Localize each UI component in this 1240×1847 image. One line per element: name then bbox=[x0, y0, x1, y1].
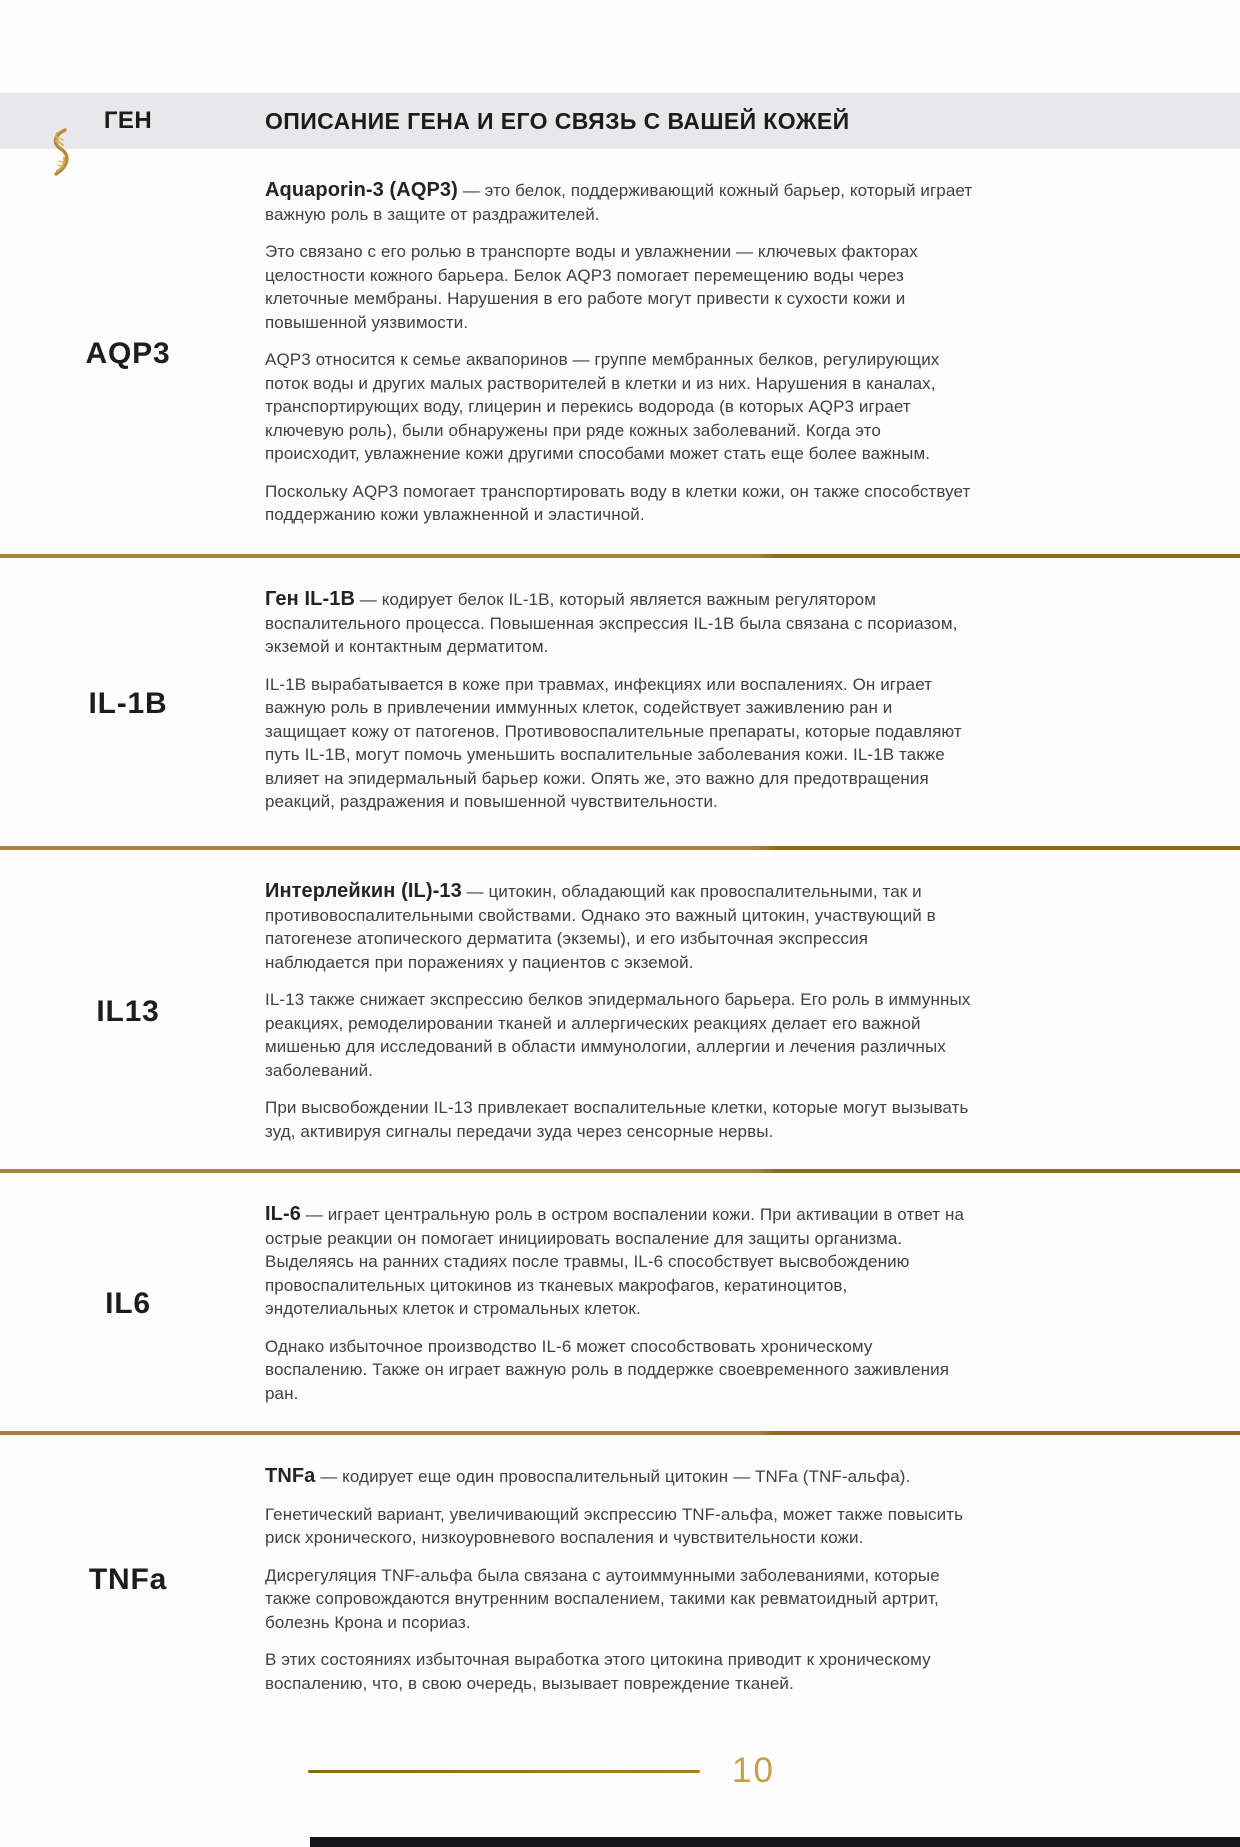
gene-lead: TNFa bbox=[265, 1465, 316, 1487]
column-header-description: ОПИСАНИЕ ГЕНА И ЕГО СВЯЗЬ С ВАШЕЙ КОЖЕЙ bbox=[265, 107, 850, 134]
gene-description bbox=[265, 880, 975, 1143]
gene-cell bbox=[0, 1203, 256, 1405]
gene-table-body bbox=[0, 149, 1240, 1721]
gene-description bbox=[265, 179, 975, 528]
gene-lead: Ген IL-1B bbox=[265, 588, 355, 610]
table-header bbox=[0, 93, 1240, 149]
paragraph: Это связано с его ролью в транспорте воды и увлажнении — ключевых факторах целостности кожного барьера. Белок AQP3 помогает перемещению воды через клеточные мембраны. Нарушения в его работе могут привести к сухости кожи и повышенной уязвимости. bbox=[265, 242, 918, 332]
page-number: 10 bbox=[732, 1751, 775, 1790]
gene-lead: Aquaporin-3 (AQP3) bbox=[265, 179, 458, 201]
gene-name: IL13 bbox=[96, 994, 160, 1028]
gene-description bbox=[265, 1465, 975, 1695]
paragraph: Ген IL-1B — кодирует белок IL-1B, который является важным регулятором воспалительного процесса. Повышенная экспрессия IL-1B была связана с псориазом, экземой и контактным дерматитом. bbox=[265, 588, 958, 656]
paragraph: При высвобождении IL-13 привлекает воспалительные клетки, которые могут вызывать зуд, активируя сигналы передачи зуда через сенсорные нервы. bbox=[265, 1098, 969, 1141]
paragraph: Генетический вариант, увеличивающий экспрессию TNF-альфа, может также повысить риск хронического, низкоуровневого воспаления и чувствительности кожи. bbox=[265, 1504, 964, 1547]
gene-cell bbox=[0, 179, 256, 528]
gene-name: AQP3 bbox=[85, 336, 171, 370]
paragraph: IL-6 — играет центральную роль в остром воспалении кожи. При активации в ответ на острые реакции он помогает инициировать воспаление для защиты организма. Выделяясь на ранних стадиях после травмы, IL-6 способствует высвобождению провоспалительных цитокинов из тканевых макрофагов, кератиноцитов, эндотелиальных клеток и стромальных клеток. bbox=[265, 1203, 965, 1318]
gene-section-IL-1B bbox=[0, 558, 1240, 846]
gene-name: IL6 bbox=[105, 1287, 151, 1320]
paragraph: В этих состояниях избыточная выработка этого цитокина приводит к хроническому воспалению, что, в свою очередь, вызывает повреждение тканей. bbox=[265, 1650, 931, 1693]
paragraph: Интерлейкин (IL)-13 — цитокин, обладающий как провоспалительными, так и противовоспалительными свойствами. Однако это важный цитокин, участвующий в патогенезе атопического дерматита (экземы), и его избыточная экспрессия наблюдается при поражениях у пациентов с экземой. bbox=[265, 880, 936, 972]
gene-description bbox=[265, 1203, 975, 1405]
gene-name: IL-1B bbox=[88, 687, 168, 720]
column-header-gene: ГЕН bbox=[103, 107, 153, 134]
paragraph: Однако избыточное производство IL-6 может способствовать хроническому воспалению. Также он играет важную роль в поддержке своевременного заживления ран. bbox=[265, 1336, 950, 1403]
gene-cell bbox=[0, 588, 256, 820]
paragraph: Поскольку AQP3 помогает транспортировать воду в клетки кожи, он также способствует поддержанию кожи увлажненной и эластичной. bbox=[265, 481, 971, 524]
gene-lead: Интерлейкин (IL)-13 bbox=[265, 880, 462, 902]
gene-description bbox=[265, 588, 975, 820]
page-footer bbox=[0, 1749, 1240, 1793]
gene-section-AQP3 bbox=[0, 149, 1240, 554]
paragraph: Aquaporin-3 (AQP3) — это белок, поддерживающий кожный барьер, который играет важную роль в защите от раздражителей. bbox=[265, 179, 973, 224]
paragraph: TNFa — кодирует еще один провоспалительный цитокин — TNFa (TNF-альфа). bbox=[265, 1465, 911, 1487]
footer-rule bbox=[308, 1770, 700, 1773]
gene-section-IL13 bbox=[0, 850, 1240, 1169]
paragraph: IL-1B вырабатывается в коже при травмах, инфекциях или воспалениях. Он играет важную роль в привлечении иммунных клеток, содействует заживлению ран и защищает кожу от патогенов. Противовоспалительные препараты, которые подавляют путь IL-1B, могут помочь уменьшить воспалительные заболевания кожи. IL-1B также влияет на эпидермальный барьер кожи. Опять же, это важно для предотвращения реакций, раздражения и повышенной чувствительности. bbox=[265, 674, 962, 811]
gene-cell bbox=[0, 1465, 256, 1695]
report-page bbox=[0, 93, 1240, 1847]
gene-section-IL6 bbox=[0, 1173, 1240, 1431]
paragraph: IL-13 также снижает экспрессию белков эпидермального барьера. Его роль в иммунных реакциях, ремоделировании тканей и аллергических реакциях делает его важной мишенью для исследований в области иммунологии, аллергии и лечения различных заболеваний. bbox=[265, 990, 971, 1080]
gene-section-TNFa bbox=[0, 1435, 1240, 1721]
gene-lead: IL-6 bbox=[265, 1203, 301, 1225]
paragraph: AQP3 относится к семье аквапоринов — группе мембранных белков, регулирующих поток воды и других малых растворителей в клетки и из них. Нарушения в каналах, транспортирующих воду, глицерин и перекись водорода (в которых AQP3 играет ключевую роль), были обнаружены при ряде кожных заболеваний. Когда это происходит, увлажнение кожи другими способами может стать еще более важным. bbox=[265, 350, 940, 463]
gene-name: TNFa bbox=[88, 1563, 168, 1596]
bottom-edge-bar bbox=[310, 1837, 1240, 1847]
gene-cell bbox=[0, 880, 256, 1143]
dna-helix-icon bbox=[44, 127, 76, 177]
paragraph: Дисрегуляция TNF-альфа была связана с аутоиммунными заболеваниями, которые также сопровождаются внутренним воспалением, такими как ревматоидный артрит, болезнь Крона и псориаз. bbox=[265, 1565, 940, 1632]
